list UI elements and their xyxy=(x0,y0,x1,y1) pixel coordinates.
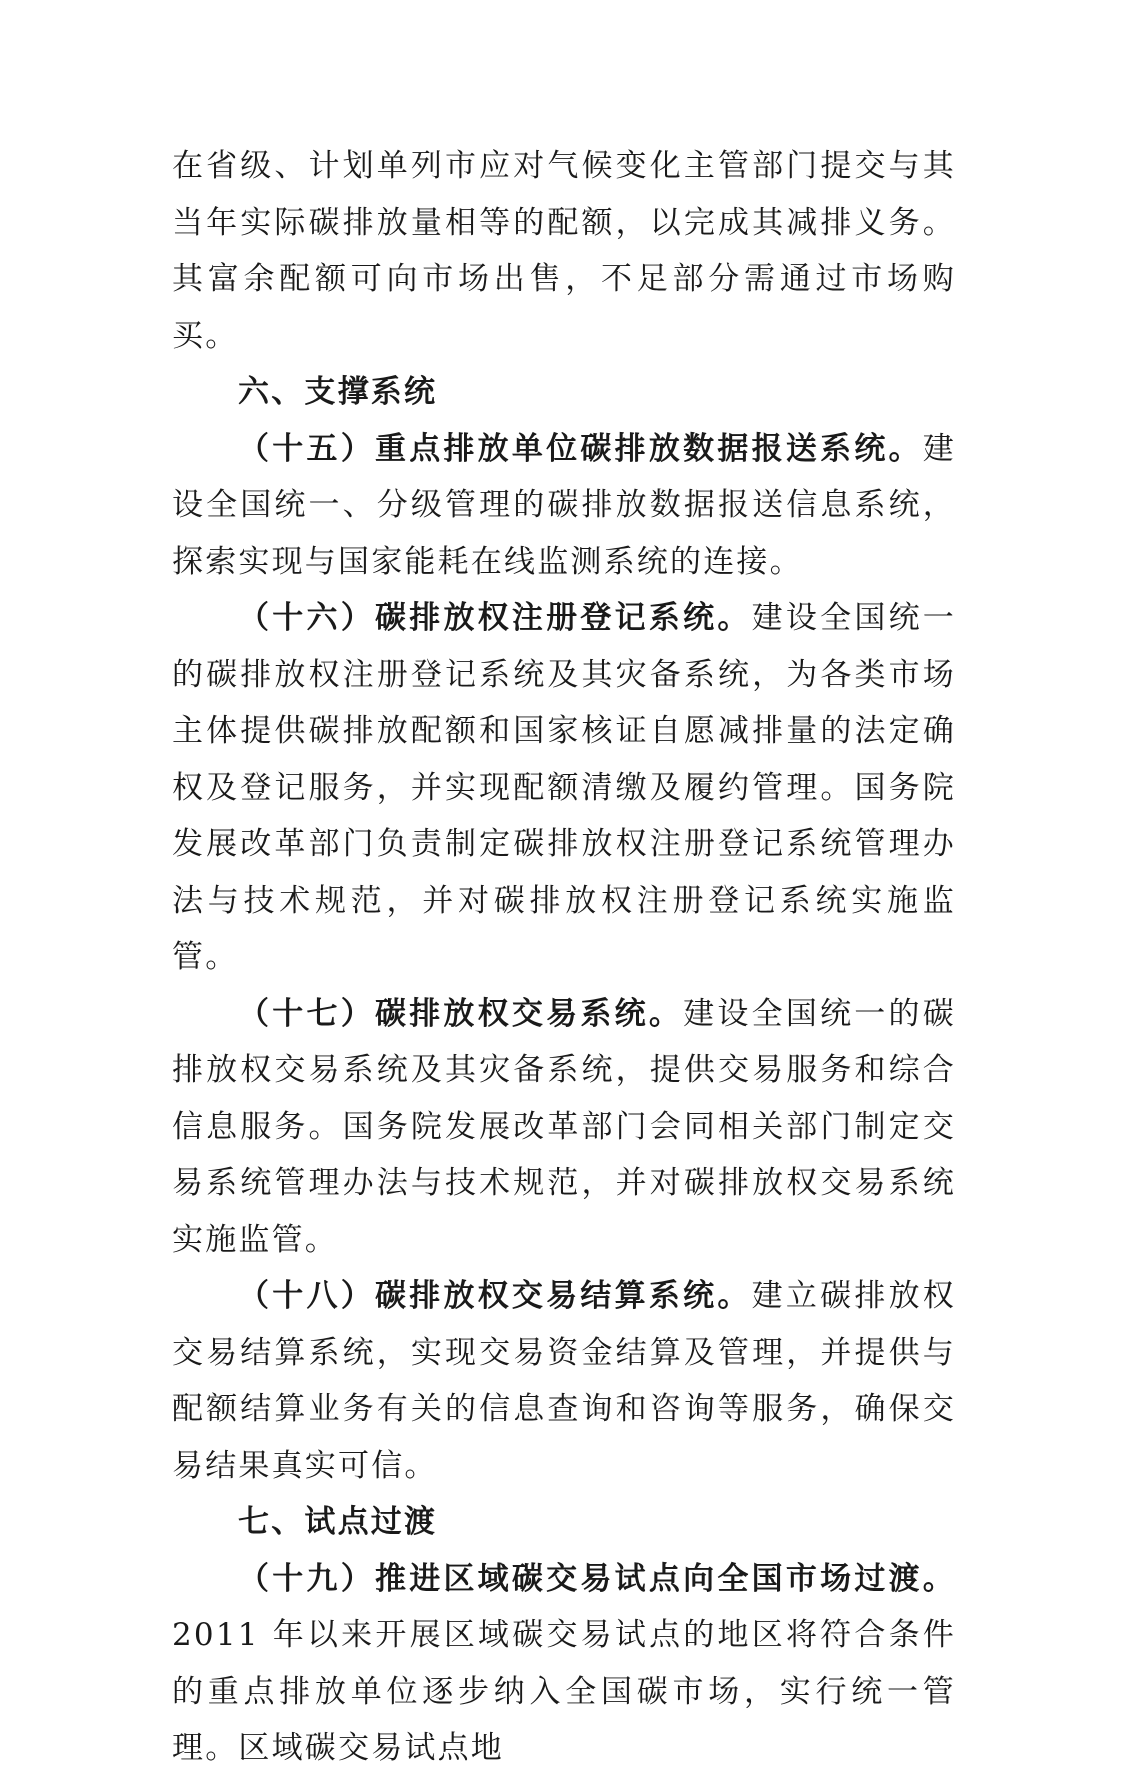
clause-text: 建设全国统一的碳排放权交易系统及其灾备系统，提供交易服务和综合信息服务。国务院发展改革部门会同相关部门制定交易系统管理办法与技术规范，并对碳排放权交易系统实施监管。 xyxy=(172,995,956,1258)
heading-text: 七、试点过渡 xyxy=(238,1504,438,1540)
heading-text: 六、支撑系统 xyxy=(238,374,438,410)
section-heading-seven xyxy=(172,1494,956,1551)
clause-paragraph-17 xyxy=(172,986,956,1269)
clause-paragraph-15 xyxy=(172,421,956,591)
clause-lead: （十八）碳排放权交易结算系统。 xyxy=(238,1278,752,1314)
clause-lead: （十七）碳排放权交易系统。 xyxy=(238,995,684,1032)
document-body xyxy=(172,138,956,1777)
clause-text: 2011 年以来开展区域碳交易试点的地区将符合条件的重点排放单位逐步纳入全国碳市场，实行统一管理。区域碳交易试点地 xyxy=(172,1617,956,1766)
clause-lead: （十五）重点排放单位碳排放数据报送系统。 xyxy=(238,430,923,467)
section-heading-six xyxy=(172,364,956,421)
clause-text: 建设全国统一、分级管理的碳排放数据报送信息系统，探索实现与国家能耗在线监测系统的连接。 xyxy=(172,430,956,580)
clause-paragraph-16 xyxy=(172,590,956,986)
clause-lead: （十六）碳排放权注册登记系统。 xyxy=(238,600,752,636)
clause-lead: （十九）推进区域碳交易试点向全国市场过渡。 xyxy=(238,1560,956,1597)
continuation-paragraph xyxy=(172,138,956,364)
clause-text: 建立碳排放权交易结算系统，实现交易资金结算及管理，并提供与配额结算业务有关的信息查询和咨询等服务，确保交易结果真实可信。 xyxy=(172,1278,957,1484)
clause-paragraph-19 xyxy=(172,1551,956,1777)
clause-text: 建设全国统一的碳排放权注册登记系统及其灾备系统，为各类市场主体提供碳排放配额和国家核证自愿减排量的法定确权及登记服务，并实现配额清缴及履约管理。国务院发展改革部门负责制定碳排放权注册登记系统管理办法与技术规范，并对碳排放权注册登记系统实施监管。 xyxy=(172,600,957,975)
paragraph-text: 在省级、计划单列市应对气候变化主管部门提交与其当年实际碳排放量相等的配额，以完成其减排义务。其富余配额可向市场出售，不足部分需通过市场购买。 xyxy=(172,148,956,354)
clause-paragraph-18 xyxy=(172,1268,956,1494)
